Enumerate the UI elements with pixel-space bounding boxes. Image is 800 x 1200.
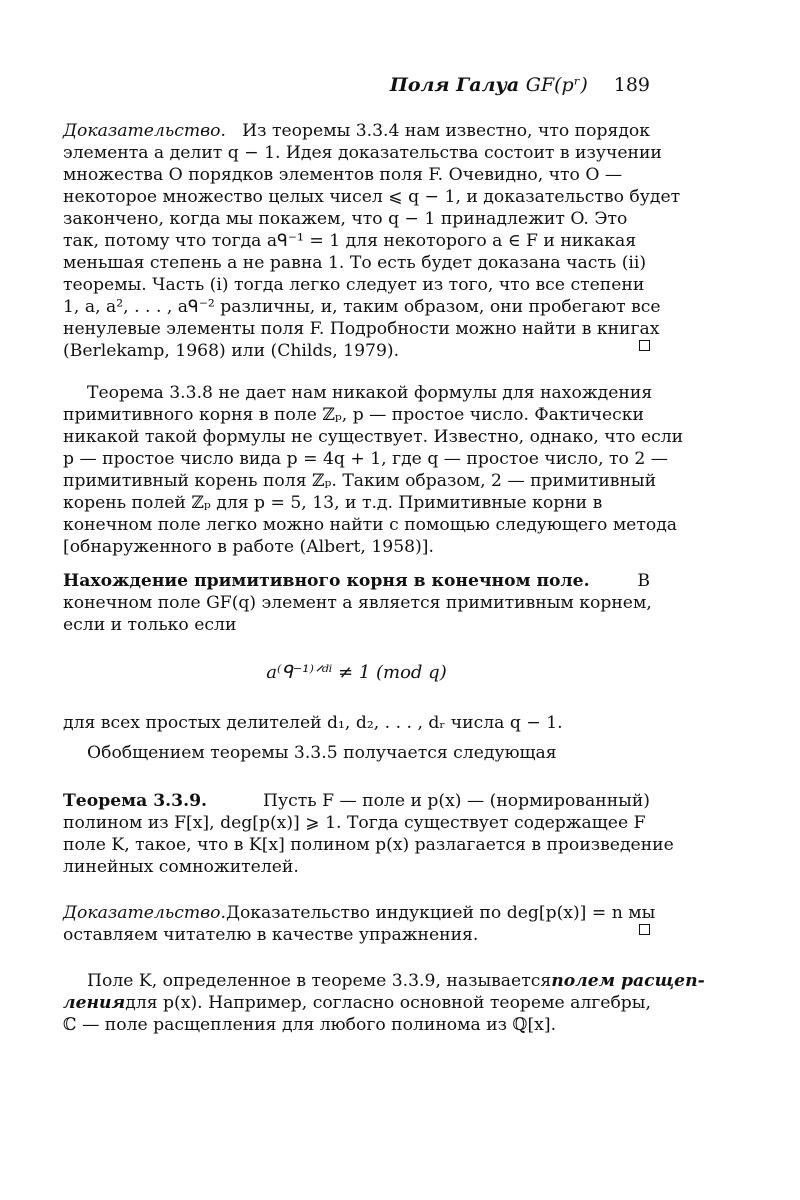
text-line: множества O порядков элементов поля F. Очевидно, что O — bbox=[63, 165, 623, 185]
running-header bbox=[63, 74, 650, 96]
term-splitting-field-cont: ления bbox=[63, 993, 126, 1013]
text-line: (Berlekamp, 1968) или (Childs, 1979). bbox=[63, 340, 650, 362]
text-line: примитивный корень поля ℤₚ. Таким образом, 2 — примитивный bbox=[63, 471, 657, 491]
text-line: 1, a, a², . . . , aᑫ⁻² различны, и, таким образом, они пробегают все bbox=[63, 297, 661, 317]
text-line: Теорема 3.3.8 не дает нам никакой формулы для нахождения bbox=[87, 383, 653, 403]
text-line: Теорема 3.3.9. Пусть F — поле и p(x) — (нормированный) bbox=[63, 791, 650, 811]
text-line: ления для p(x). Например, согласно основной теореме алгебры, bbox=[63, 993, 651, 1013]
text-line: некоторое множество целых чисел ⩽ q − 1, и доказательство будет bbox=[63, 187, 681, 207]
text-line: теоремы. Часть (i) тогда легко следует из того, что все степени bbox=[63, 275, 645, 295]
text-line: если и только если bbox=[63, 615, 237, 635]
text-line: полином из F[x], deg[p(x)] ⩾ 1. Тогда существует содержащее F bbox=[63, 813, 646, 833]
qed-square-icon bbox=[639, 924, 650, 935]
text-line: так, потому что тогда aᑫ⁻¹ = 1 для некоторого a ∈ F и никакая bbox=[63, 231, 637, 251]
text-line: корень полей ℤₚ для p = 5, 13, и т.д. Примитивные корни в bbox=[63, 493, 603, 513]
method-title: Нахождение примитивного корня в конечном поле. bbox=[63, 571, 590, 591]
method-paragraph bbox=[63, 570, 650, 636]
text-line: линейных сомножителей. bbox=[63, 857, 299, 877]
text-line: никакой такой формулы не существует. Известно, однако, что если bbox=[63, 427, 684, 447]
proof-paragraph-1 bbox=[63, 120, 681, 362]
qed-square-icon bbox=[639, 340, 650, 351]
text-line: [обнаруженного в работе (Albert, 1958)]. bbox=[63, 537, 434, 557]
generalization-line bbox=[63, 742, 650, 764]
text-line: p — простое число вида p = 4q + 1, где q — простое число, то 2 — bbox=[63, 449, 668, 469]
text-line: элемента a делит q − 1. Идея доказательства состоит в изучении bbox=[63, 143, 662, 163]
paragraph-primitive-root bbox=[63, 382, 684, 558]
text-line: меньшая степень a не равна 1. То есть будет доказана часть (ii) bbox=[63, 253, 647, 273]
term-splitting-field: полем расщеп- bbox=[551, 971, 705, 991]
text-line: конечном поле GF(q) элемент a является примитивным корнем, bbox=[63, 593, 652, 613]
theorem-3-3-9 bbox=[63, 790, 674, 878]
theorem-label: Теорема 3.3.9. bbox=[63, 791, 208, 811]
text-line: поле K, такое, что в K[x] полином p(x) разлагается в произведение bbox=[63, 835, 674, 855]
proof-label: Доказательство. bbox=[63, 121, 226, 141]
text-line: для всех простых делителей d₁, d₂, . . . , dᵣ числа q − 1. bbox=[63, 713, 563, 733]
proof-label: Доказательство. bbox=[63, 903, 226, 923]
header-title: Поля Галуа GF(pʳ) bbox=[389, 74, 588, 96]
text-line: примитивного корня в поле ℤₚ, p — простое число. Фактически bbox=[63, 405, 644, 425]
text-line: ℂ — поле расщепления для любого полинома из ℚ[x]. bbox=[63, 1015, 557, 1035]
text-line: ненулевые элементы поля F. Подробности можно найти в книгах bbox=[63, 319, 660, 339]
text-line: Доказательство. Доказательство индукцией по deg[p(x)] = n мы bbox=[63, 903, 656, 923]
splitting-field-paragraph bbox=[63, 970, 705, 1036]
text-line: конечном поле легко можно найти с помощью следующего метода bbox=[63, 515, 678, 535]
text-line: оставляем читателю в качестве упражнения. bbox=[63, 924, 650, 946]
formula-condition bbox=[63, 712, 650, 734]
text-line: Поле K, определенное в теореме 3.3.9, называется полем расщеп- bbox=[87, 971, 705, 991]
proof-paragraph-2 bbox=[63, 902, 656, 946]
text-line: закончено, когда мы покажем, что q − 1 принадлежит O. Это bbox=[63, 209, 628, 229]
formula-display: a⁽ᑫ⁻¹⁾ᐟᵈⁱ ≠ 1 (mod q) bbox=[266, 662, 447, 683]
text-line: Нахождение примитивного корня в конечном поле. В bbox=[63, 571, 650, 591]
page-number: 189 bbox=[613, 74, 650, 96]
text-line: Доказательство. Из теоремы 3.3.4 нам известно, что порядок bbox=[63, 121, 650, 141]
text-line: Обобщением теоремы 3.3.5 получается следующая bbox=[87, 743, 557, 763]
